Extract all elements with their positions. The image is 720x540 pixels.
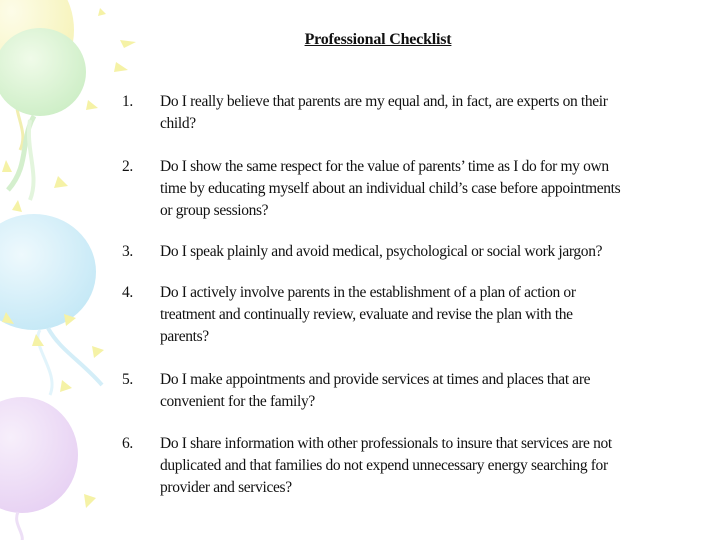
- item-number: 2.: [122, 158, 133, 175]
- item-number: 3.: [122, 243, 133, 260]
- checklist-item: [122, 241, 622, 263]
- item-text: Do I speak plainly and avoid medical, psychological or social work jargon?: [160, 243, 603, 260]
- item-text: Do I share information with other professionals to insure that services are not duplicated and that families do not expend unnecessary energy searching for provider and services?: [160, 435, 612, 496]
- green-balloon: [0, 28, 86, 200]
- checklist-item: [122, 282, 622, 348]
- checklist-item: [122, 156, 622, 222]
- item-text: Do I make appointments and provide services at times and places that are convenient for the family?: [160, 371, 591, 410]
- blue-balloon: [0, 214, 102, 395]
- item-number: 5.: [122, 371, 133, 388]
- checklist-item: [122, 433, 622, 499]
- purple-balloon: [0, 397, 78, 540]
- item-number: 6.: [122, 435, 133, 452]
- item-text: Do I show the same respect for the value of parents’ time as I do for my own time by educating myself about an individual child’s case before appointments or group sessions?: [160, 158, 621, 219]
- checklist-item: [122, 369, 622, 413]
- item-number: 4.: [122, 284, 133, 301]
- item-text: Do I actively involve parents in the establishment of a plan of action or treatment and continually review, evaluate and revise the plan with the parents?: [160, 284, 576, 345]
- checklist: [122, 91, 622, 499]
- item-number: 1.: [122, 93, 133, 110]
- page-title: Professional Checklist: [304, 31, 452, 48]
- checklist-item: [122, 91, 622, 135]
- item-text: Do I really believe that parents are my equal and, in fact, are experts on their child?: [160, 93, 608, 132]
